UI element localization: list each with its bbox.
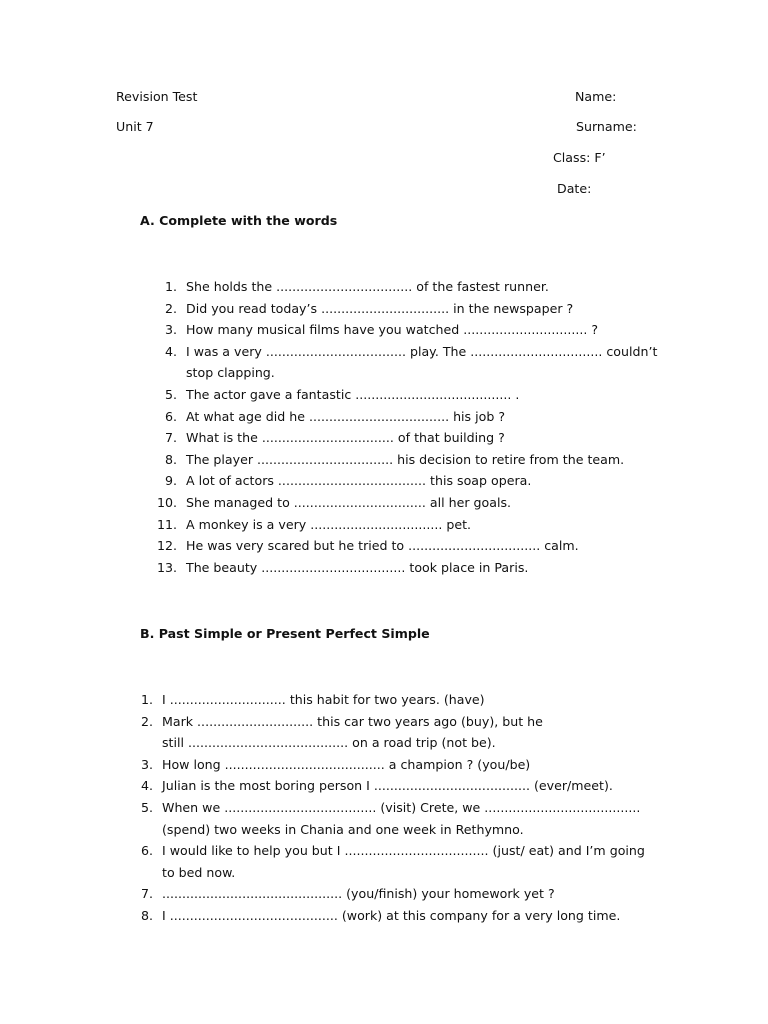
item-text: How many musical films have you watched ............................... ? [186, 322, 599, 338]
section-b-heading: B. Past Simple or Present Perfect Simple [140, 626, 430, 641]
item-number: 4. [164, 343, 177, 359]
item-text: to bed now. [162, 864, 236, 880]
item-text: I .......................................... (work) at this company for a very long time. [162, 908, 621, 923]
item-text: ............................................. (you/finish) your homework yet ? [162, 886, 555, 902]
item-text: A monkey is a very ................................. pet. [186, 516, 472, 532]
date-label: Date: [557, 181, 592, 196]
item-number: 11. [156, 516, 177, 532]
item-number: 8. [164, 451, 177, 467]
class-label: Class: F’ [553, 150, 606, 165]
item-text: Julian is the most boring person I ....................................... (ever/meet). [162, 778, 613, 794]
item-text: Did you read today’s ................................ in the newspaper ? [186, 300, 574, 316]
item-number: 8. [140, 908, 153, 923]
item-number: 9. [164, 473, 177, 489]
item-text: I was a very ................................... play. The ................................. couldn’t [186, 343, 658, 359]
item-number: 1. [164, 279, 177, 294]
item-text: (spend) two weeks in Chania and one week in Rethymno. [162, 821, 524, 837]
test-title: Revision Test [116, 89, 198, 104]
item-text: She holds the .................................. of the fastest runner. [186, 279, 549, 294]
item-number: 2. [164, 300, 177, 316]
item-text: What is the ................................. of that building ? [186, 430, 505, 446]
item-number: 4. [140, 778, 153, 794]
item-text: The actor gave a fantastic ....................................... . [186, 387, 520, 402]
item-number: 6. [140, 843, 153, 859]
item-text: The beauty .................................... took place in Paris. [186, 559, 529, 575]
item-text: The player .................................. his decision to retire from the team. [186, 451, 625, 467]
item-number: 6. [164, 408, 177, 424]
item-text: I would like to help you but I .................................... (just/ eat) and I’m going [162, 843, 645, 859]
item-number: 5. [164, 387, 177, 402]
surname-label: Surname: [576, 119, 637, 134]
item-text: At what age did he ................................... his job ? [186, 408, 506, 424]
item-number: 2. [140, 713, 153, 729]
item-text: stop clapping. [186, 365, 275, 381]
item-text: How long ........................................ a champion ? (you/be) [162, 756, 531, 772]
item-text: When we ...................................... (visit) Crete, we ....................................... [162, 800, 641, 815]
item-text: Mark ............................. this car two years ago (buy), but he [162, 713, 543, 729]
item-number: 1. [140, 692, 153, 707]
item-number: 3. [140, 756, 153, 772]
section-a-heading: A. Complete with the words [140, 213, 338, 228]
item-number: 3. [164, 322, 177, 338]
item-text: He was very scared but he tried to ................................. calm. [186, 538, 579, 554]
item-text: A lot of actors ..................................... this soap opera. [186, 473, 532, 489]
item-number: 5. [140, 800, 153, 815]
item-number: 7. [164, 430, 177, 446]
item-number: 10. [156, 495, 177, 510]
item-text: She managed to ................................. all her goals. [186, 495, 512, 510]
item-text: I ............................. this habit for two years. (have) [162, 692, 485, 707]
item-text: still ........................................ on a road trip (not be). [162, 735, 496, 751]
item-number: 12. [156, 538, 177, 554]
item-number: 7. [140, 886, 153, 902]
unit-label: Unit 7 [116, 119, 154, 134]
item-number: 13. [156, 559, 177, 575]
name-label: Name: [575, 89, 617, 104]
